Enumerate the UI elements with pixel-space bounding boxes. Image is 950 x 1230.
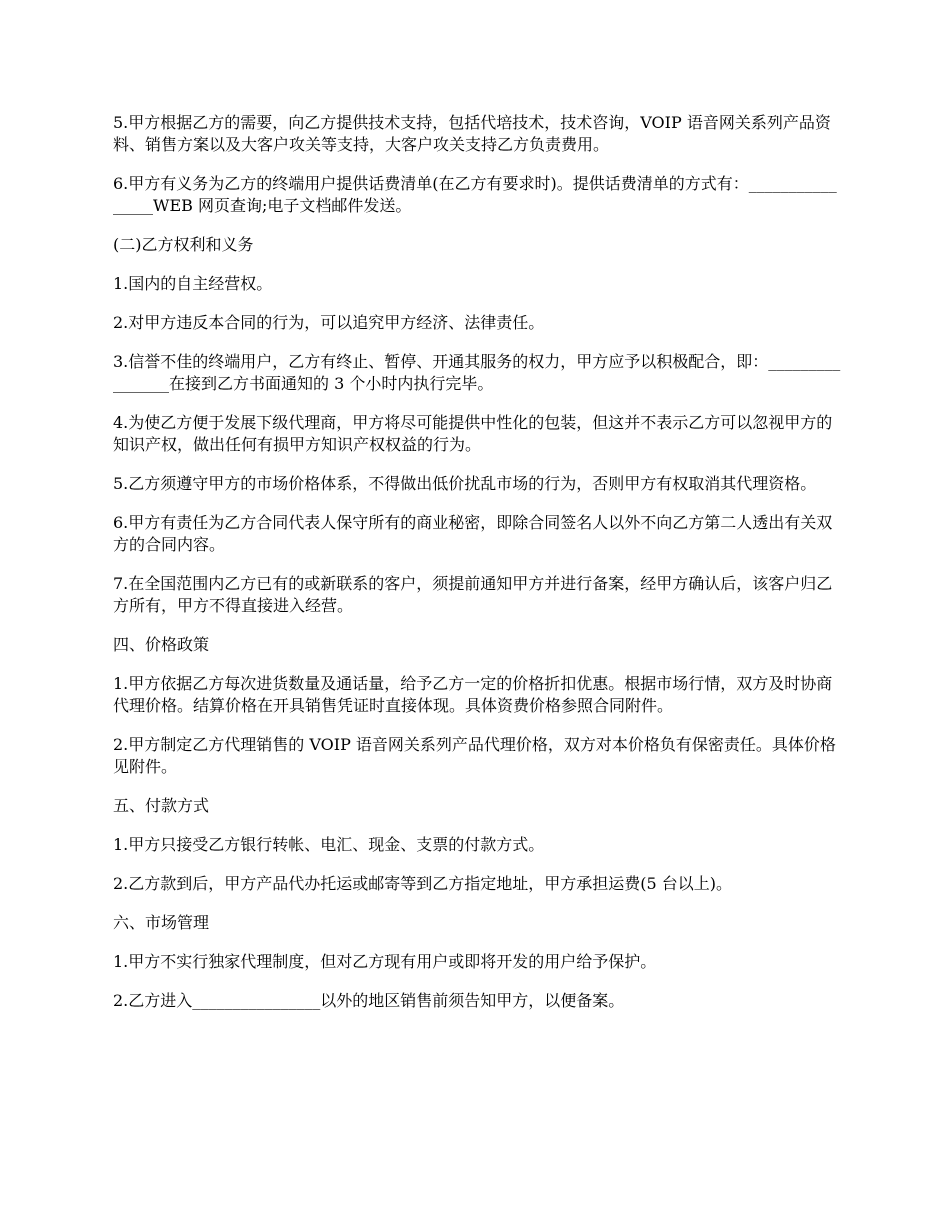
clause-b5-price-system: 5.乙方须遵守甲方的市场价格体系，不得做出低价扰乱市场的行为，否则甲方有权取消其代理资格。: [113, 474, 817, 493]
section-heading-market-management: 六、市场管理: [113, 913, 210, 932]
clause-6-call-billing-list: 6.甲方有义务为乙方的终端用户提供话费清单(在乙方有要求时)。提供话费清单的方式有：________________WEB 网页查询;电子文档邮件发送。: [113, 174, 837, 215]
clause-5-technical-support: 5.甲方根据乙方的需要，向乙方提供技术支持，包括代培技术，技术咨询，VOIP 语音网关系列产品资料、销售方案以及大客户攻关等支持，大客户攻关支持乙方负责费用。: [113, 113, 831, 154]
clause-b3-service-termination: 3.信誉不佳的终端用户，乙方有终止、暂停、开通其服务的权力，甲方应予以积极配合，即：________________在接到乙方书面通知的 3 个小时内执行完毕。: [113, 352, 841, 393]
clause-b6-confidentiality: 6.甲方有责任为乙方合同代表人保守所有的商业秘密，即除合同签名人以外不向乙方第二人透出有关双方的合同内容。: [113, 513, 833, 554]
clause-payment-1: 1.甲方只接受乙方银行转帐、电汇、现金、支票的付款方式。: [113, 835, 545, 854]
section-heading-payment: 五、付款方式: [113, 796, 210, 815]
clause-market-2: 2.乙方进入________________以外的地区销售前须告知甲方，以便备案。: [113, 991, 625, 1010]
clause-b4-neutral-packaging: 4.为使乙方便于发展下级代理商，甲方将尽可能提供中性化的包装，但这并不表示乙方可以忽视甲方的知识产权，做出任何有损甲方知识产权权益的行为。: [113, 413, 833, 454]
clause-market-1: 1.甲方不实行独家代理制度，但对乙方现有用户或即将开发的用户给予保护。: [113, 952, 657, 971]
section-heading-party-b-rights: (二)乙方权利和义务: [113, 235, 254, 254]
clause-pricing-1: 1.甲方依据乙方每次进货数量及通话量，给予乙方一定的价格折扣优惠。根据市场行情，双方及时协商代理价格。结算价格在开具销售凭证时直接体现。具体资费价格参照合同附件。: [113, 674, 833, 715]
clause-b1-autonomy: 1.国内的自主经营权。: [113, 274, 273, 293]
clause-pricing-2: 2.甲方制定乙方代理销售的 VOIP 语音网关系列产品代理价格，双方对本价格负有保密责任。具体价格见附件。: [113, 735, 836, 776]
clause-b2-liability: 2.对甲方违反本合同的行为，可以追究甲方经济、法律责任。: [113, 313, 545, 332]
clause-payment-2: 2.乙方款到后，甲方产品代办托运或邮寄等到乙方指定地址，甲方承担运费(5 台以上)。: [113, 874, 733, 893]
document-body: [113, 112, 843, 1012]
section-heading-pricing-policy: 四、价格政策: [113, 635, 210, 654]
clause-b7-customer-registration: 7.在全国范围内乙方已有的或新联系的客户，须提前通知甲方并进行备案，经甲方确认后，该客户归乙方所有，甲方不得直接进入经营。: [113, 574, 833, 615]
